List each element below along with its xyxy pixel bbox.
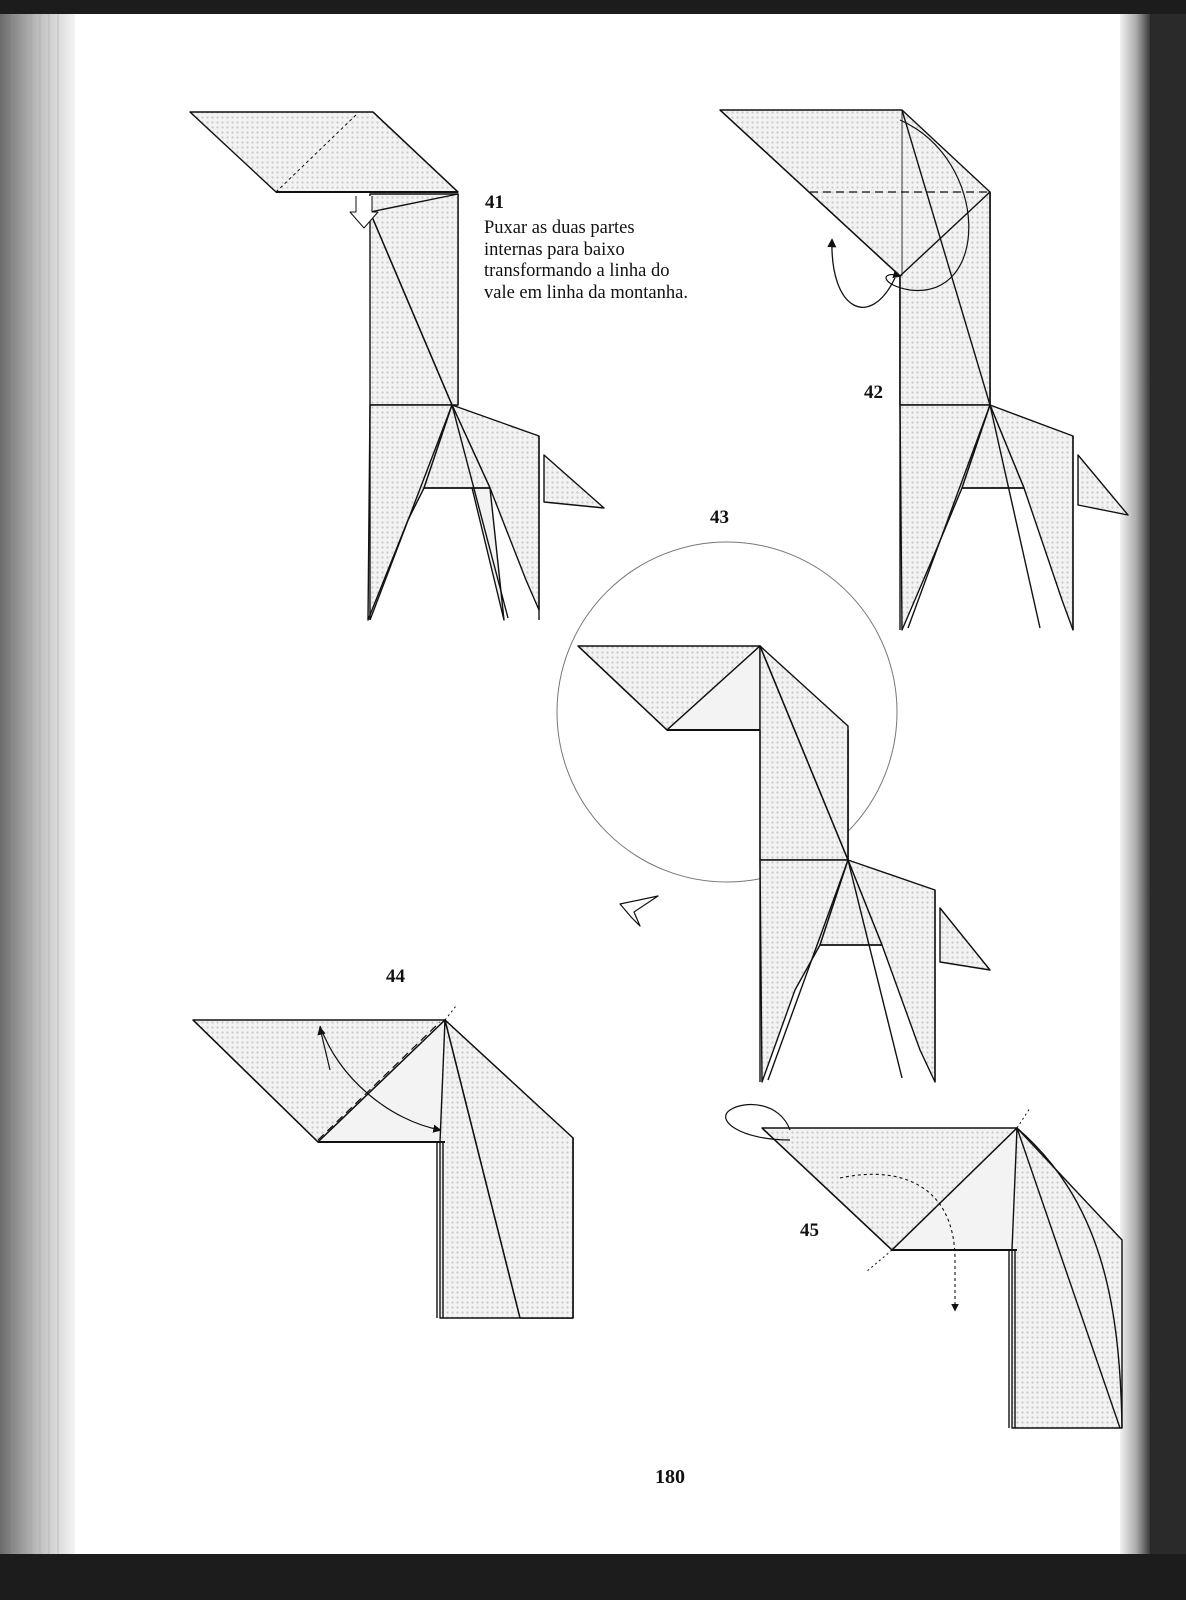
step-41-instruction (484, 218, 688, 304)
step-number-42: 42 (864, 382, 883, 403)
caption-line: vale em linha da montanha. (484, 282, 688, 303)
step-number-45: 45 (800, 1220, 819, 1241)
caption-line: internas para baixo (484, 239, 625, 260)
step-number-43: 43 (710, 507, 729, 528)
step-number-44: 44 (386, 966, 405, 987)
page-number: 180 (655, 1466, 685, 1488)
step-number-41: 41 (485, 192, 504, 213)
caption-line: Puxar as duas partes (484, 218, 635, 238)
caption-line: transformando a linha do (484, 261, 670, 281)
